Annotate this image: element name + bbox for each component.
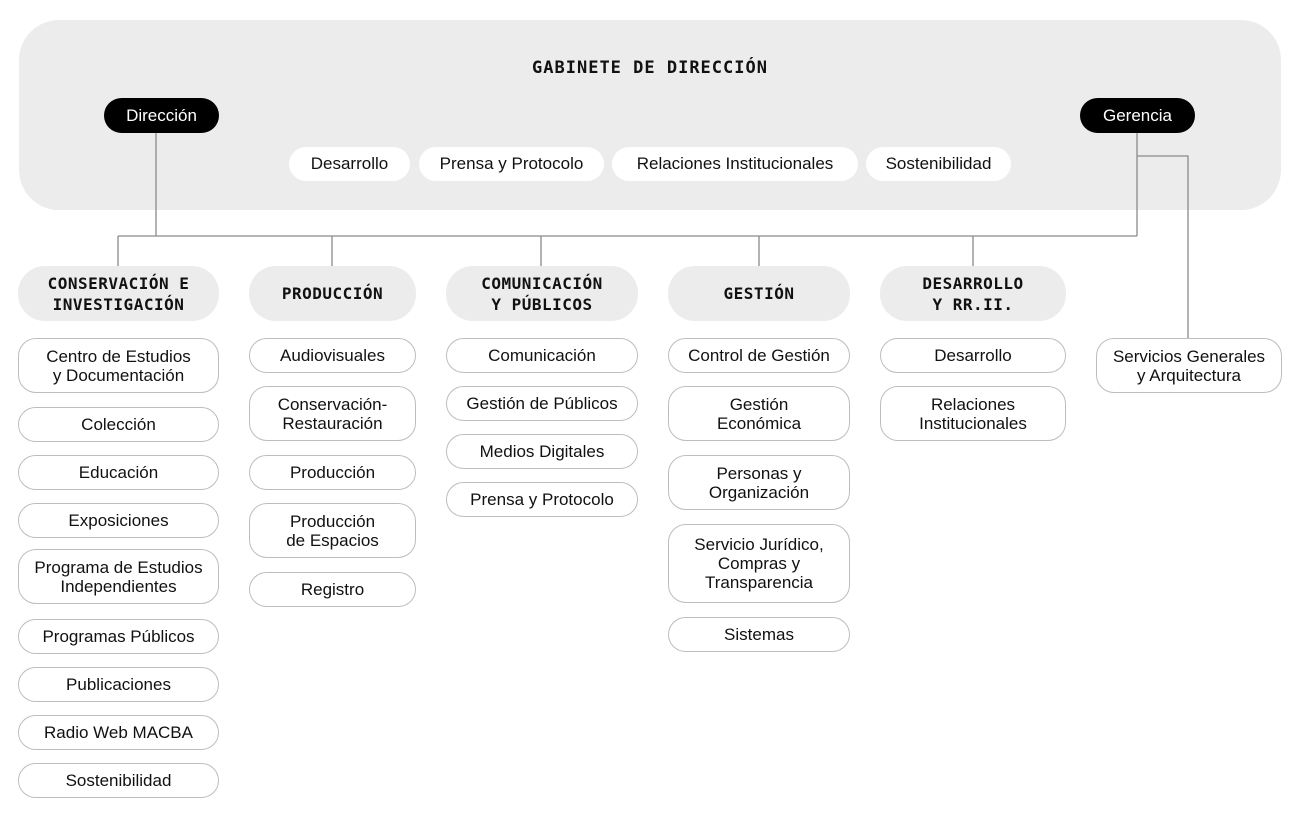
unit-control-gestion[interactable]: Control de Gestión — [668, 338, 850, 373]
unit-registro[interactable]: Registro — [249, 572, 416, 607]
unit-servicio-juridico[interactable]: Servicio Jurídico, Compras y Transparencia — [668, 524, 850, 603]
unit-produccion[interactable]: Producción — [249, 455, 416, 490]
unit-medios-digitales[interactable]: Medios Digitales — [446, 434, 638, 469]
cabinet-title: GABINETE DE DIRECCIÓN — [532, 58, 768, 78]
gerencia-node[interactable]: Gerencia — [1080, 98, 1195, 133]
unit-prensa-protocolo[interactable]: Prensa y Protocolo — [446, 482, 638, 517]
unit-servicios-generales[interactable]: Servicios Generales y Arquitectura — [1096, 338, 1282, 393]
cabinet-unit-prensa[interactable]: Prensa y Protocolo — [419, 147, 604, 181]
cabinet-unit-desarrollo[interactable]: Desarrollo — [289, 147, 410, 181]
cabinet-unit-sostenibilidad[interactable]: Sostenibilidad — [866, 147, 1011, 181]
unit-desarrollo[interactable]: Desarrollo — [880, 338, 1066, 373]
unit-radio-web[interactable]: Radio Web MACBA — [18, 715, 219, 750]
unit-personas-organizacion[interactable]: Personas y Organización — [668, 455, 850, 510]
connector-servicios — [1137, 156, 1188, 338]
unit-programa-estudios[interactable]: Programa de Estudios Independientes — [18, 549, 219, 604]
unit-produccion-espacios[interactable]: Producción de Espacios — [249, 503, 416, 558]
unit-programas-publicos[interactable]: Programas Públicos — [18, 619, 219, 654]
unit-gestion-economica[interactable]: Gestión Económica — [668, 386, 850, 441]
dept-produccion-header[interactable]: PRODUCCIÓN — [249, 266, 416, 321]
unit-sostenibilidad[interactable]: Sostenibilidad — [18, 763, 219, 798]
dept-desarrollo-header[interactable]: DESARROLLO Y RR.II. — [880, 266, 1066, 321]
dept-comunicacion-header[interactable]: COMUNICACIÓN Y PÚBLICOS — [446, 266, 638, 321]
unit-publicaciones[interactable]: Publicaciones — [18, 667, 219, 702]
unit-gestion-publicos[interactable]: Gestión de Públicos — [446, 386, 638, 421]
unit-conservacion-restauracion[interactable]: Conservación- Restauración — [249, 386, 416, 441]
unit-exposiciones[interactable]: Exposiciones — [18, 503, 219, 538]
dept-conservacion-header[interactable]: CONSERVACIÓN E INVESTIGACIÓN — [18, 266, 219, 321]
direccion-node[interactable]: Dirección — [104, 98, 219, 133]
unit-coleccion[interactable]: Colección — [18, 407, 219, 442]
unit-sistemas[interactable]: Sistemas — [668, 617, 850, 652]
unit-centro-estudios[interactable]: Centro de Estudios y Documentación — [18, 338, 219, 393]
dept-gestion-header[interactable]: GESTIÓN — [668, 266, 850, 321]
unit-educacion[interactable]: Educación — [18, 455, 219, 490]
unit-relaciones-institucionales[interactable]: Relaciones Institucionales — [880, 386, 1066, 441]
unit-audiovisuales[interactable]: Audiovisuales — [249, 338, 416, 373]
cabinet-unit-relaciones[interactable]: Relaciones Institucionales — [612, 147, 858, 181]
unit-comunicacion[interactable]: Comunicación — [446, 338, 638, 373]
